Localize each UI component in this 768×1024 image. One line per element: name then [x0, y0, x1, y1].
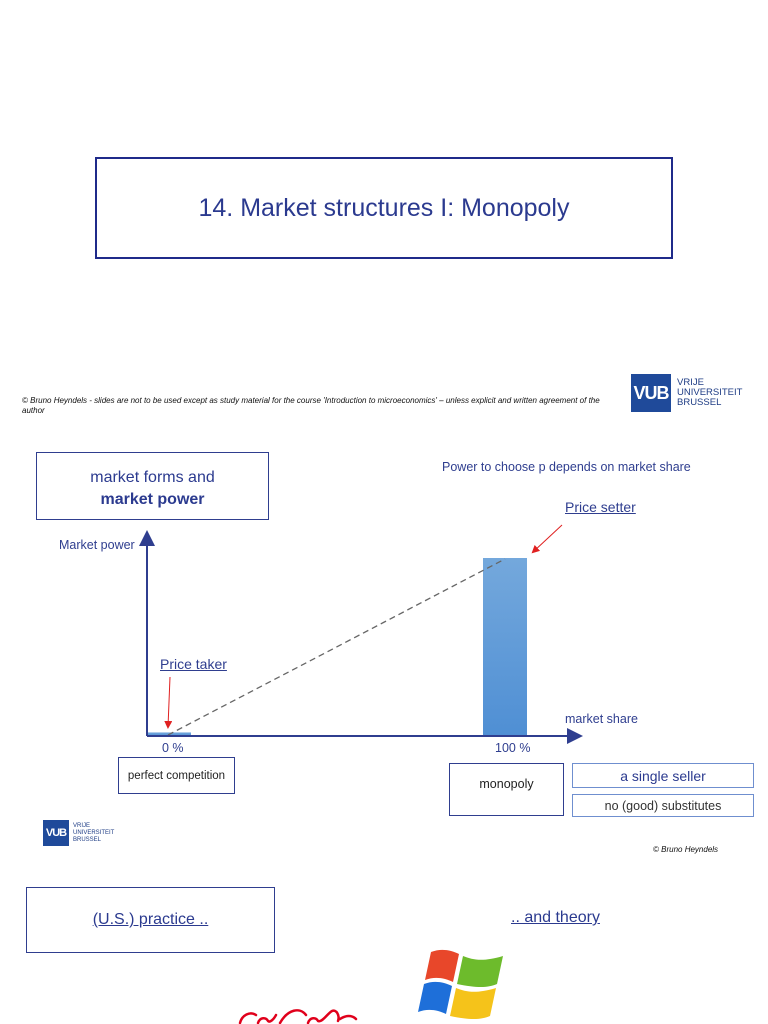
trend-line	[168, 559, 505, 735]
x-tick-label: 0 %	[162, 741, 184, 755]
price-setter-arrow	[533, 525, 562, 552]
market-forms-heading: market forms and	[90, 469, 215, 486]
vub-logo	[631, 372, 751, 414]
x-tick-label: 100 %	[495, 741, 531, 755]
vub-logo-line: VRIJE	[677, 377, 704, 388]
monopoly-label: monopoly	[449, 763, 564, 816]
title-box	[95, 157, 673, 259]
vub-logo-mark: VUB	[631, 374, 671, 412]
power-note: Power to choose p depends on market share	[442, 460, 691, 474]
coca-cola-logo	[236, 1006, 358, 1024]
vub-logo-line: VRIJE	[73, 823, 91, 829]
vub-logo-line: UNIVERSITEIT	[677, 387, 743, 398]
theory-text: .. and theory	[511, 909, 600, 926]
copyright-text: © Bruno Heyndels	[653, 845, 719, 854]
vub-logo-mark: VUB	[43, 820, 69, 846]
single-seller-label: a single seller	[572, 763, 754, 788]
vub-logo-text	[677, 378, 742, 408]
disclaimer-text: © Bruno Heyndels - slides are not to be used except as study material for the course 'Introduction to microeconomics' – unless explicit and written agreement of the author	[22, 396, 600, 415]
slide-title: 14. Market structures I: Monopoly	[198, 193, 570, 222]
no-substitutes-label: no (good) substitutes	[572, 794, 754, 817]
vub-logo-line: UNIVERSITEIT	[73, 830, 115, 836]
bar-monopoly	[483, 558, 527, 736]
price-taker-label: Price taker	[160, 656, 227, 672]
vub-logo-small	[43, 820, 133, 848]
vub-logo-text	[73, 823, 114, 844]
windows-logo	[415, 946, 507, 1024]
price-setter-label: Price setter	[565, 499, 636, 515]
vub-logo-line: BRUSSEL	[73, 837, 102, 843]
x-axis-label: market share	[565, 712, 638, 726]
market-power-chart	[0, 520, 768, 770]
y-axis-label: Market power	[59, 538, 135, 552]
market-forms-box	[36, 452, 269, 520]
market-power-heading: market power	[100, 491, 205, 508]
practice-box: (U.S.) practice ..	[26, 887, 275, 953]
perfect-competition-label: perfect competition	[118, 757, 235, 794]
vub-logo-line: BRUSSEL	[677, 397, 722, 408]
price-taker-arrow	[168, 677, 170, 727]
